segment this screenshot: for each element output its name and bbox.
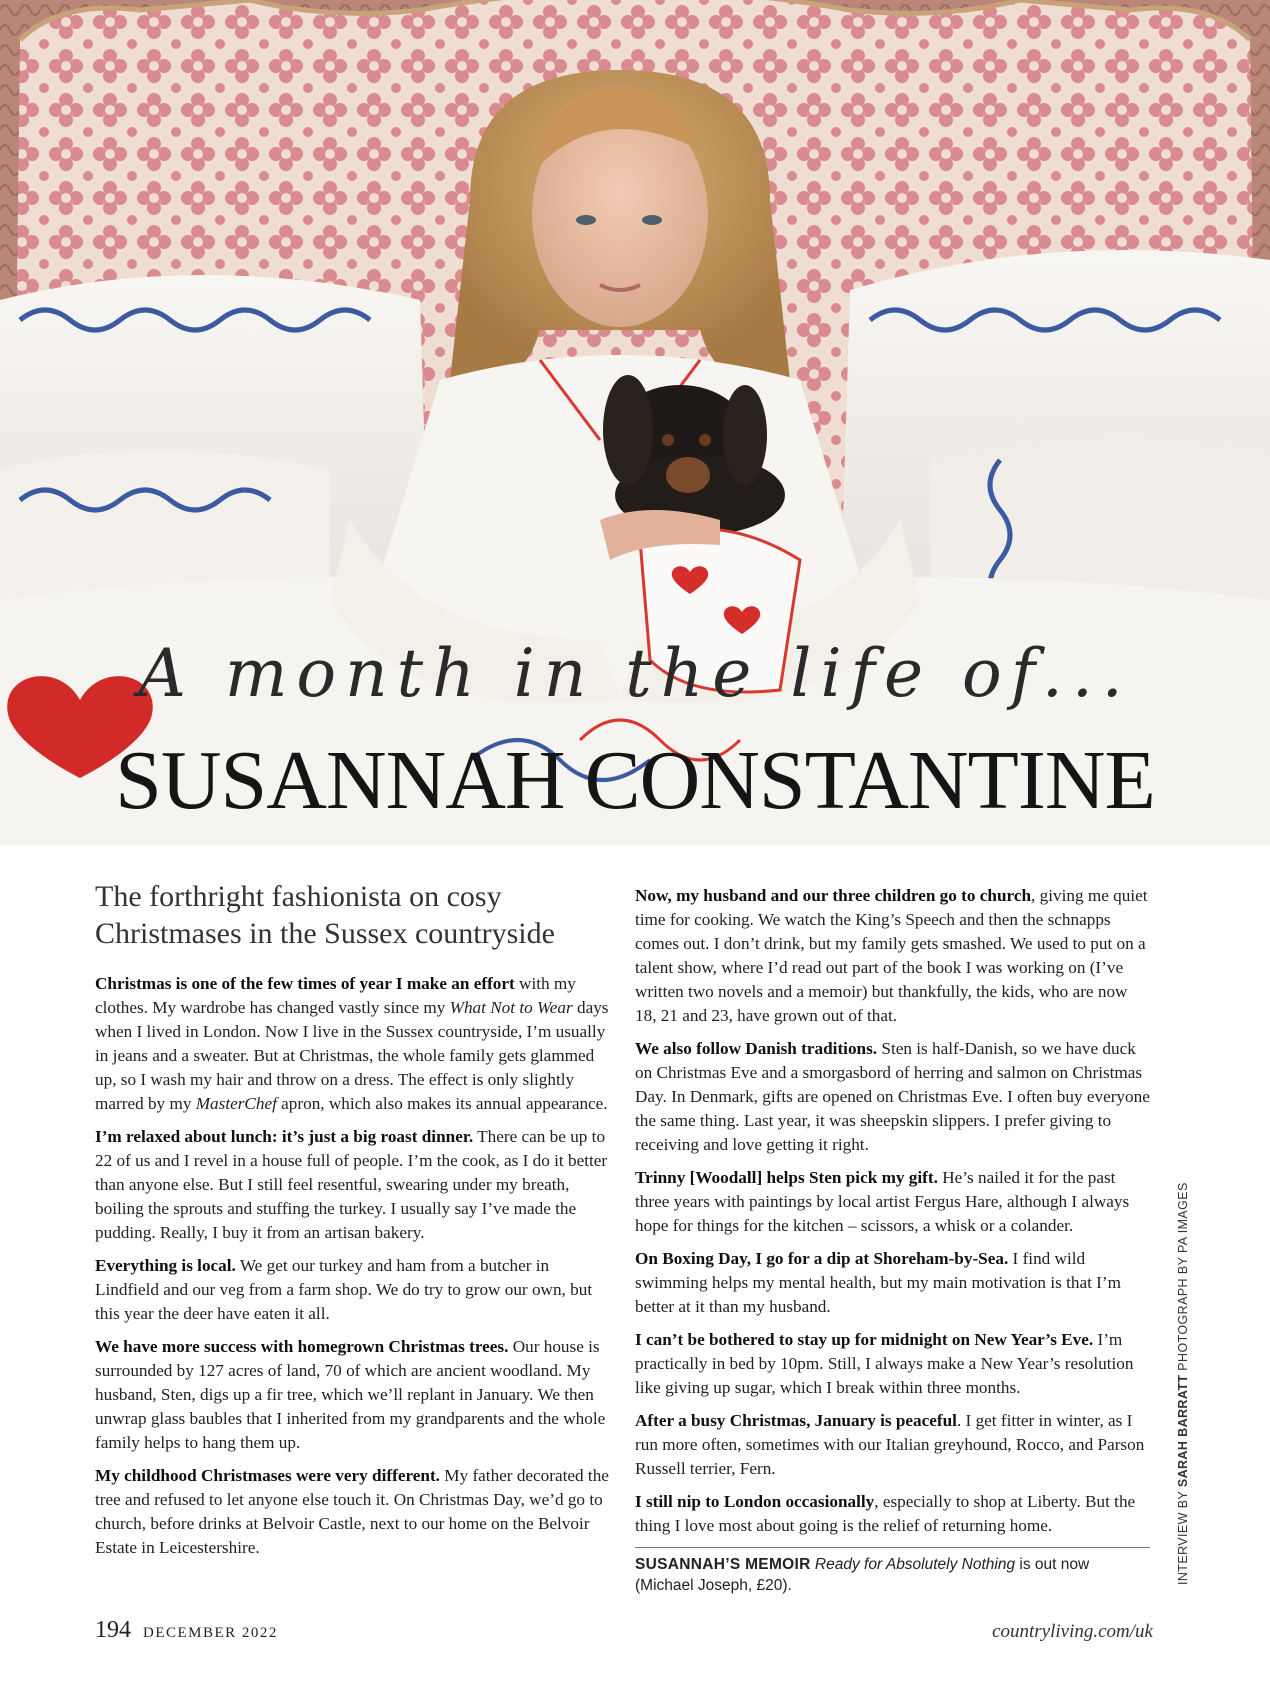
issue-date: DECEMBER 2022 <box>143 1625 278 1641</box>
paragraph-text: We get our turkey and ham from a butcher in Lindfield and our veg from a farm shop. We do try to grow our own, but this year the deer have eaten it all. <box>95 1256 593 1323</box>
credit-interviewer: SARAH BARRATT <box>1176 1374 1190 1488</box>
paragraph-text: There can be up to 22 of us and I revel in a house full of people. I’m the cook, as I do it better than anyone else. But I still feel resentful, swearing under my breath, boiling the sprouts and stuffing the turkey. I usually say I’ve made the pudding. Really, I buy it from an artisan bakery. <box>95 1127 608 1242</box>
paragraph-lead: I’m relaxed about lunch: it’s just a big roast dinner. <box>95 1127 474 1146</box>
paragraph-text: , especially to shop at Liberty. But the thing I love most about going is the relief of returning home. <box>635 1492 1136 1535</box>
standfirst: The forthright fashionista on cosy Christmases in the Sussex countryside <box>95 880 555 950</box>
paragraph <box>635 1166 1150 1238</box>
paragraph-lead: I still nip to London occasionally <box>635 1492 875 1511</box>
paragraph-lead: We also follow Danish traditions. <box>635 1039 878 1058</box>
paragraph <box>95 972 610 1116</box>
memoir-title: Ready for Absolutely Nothing <box>814 1556 1016 1573</box>
photo-credit <box>1176 1182 1190 1585</box>
divider <box>635 1547 1150 1548</box>
paragraph-text: Our house is surrounded by 127 acres of land, 70 of which are ancient woodland. My husband, Sten, digs up a fir tree, which we’ll replant in January. We then unwrap glass baubles that I inherited from my grandparents and the whole family helps to hang them up. <box>95 1337 606 1452</box>
paragraph-lead: Trinny [Woodall] helps Sten pick my gift. <box>635 1168 938 1187</box>
paragraph-text: , giving me quiet time for cooking. We watch the King’s Speech and then the schnapps comes out. I don’t drink, but my family gets smashed. We used to put on a talent show, where I’d read out part of the book I was working on (I’ve written two novels and a memoir) but thankfully, the kids, who are now 18, 21 and 23, have grown out of that. <box>635 886 1148 1025</box>
paragraph <box>635 1247 1150 1319</box>
paragraph <box>635 884 1150 1028</box>
paragraph-lead: Everything is local. <box>95 1256 236 1275</box>
paragraph-text: He’s nailed it for the past three years with paintings by local artist Fergus Hare, although I always hope for things for the kitchen – scissors, a whisk or a colander. <box>635 1168 1130 1235</box>
paragraph <box>95 1125 610 1245</box>
right-column <box>635 884 1150 1596</box>
left-column <box>95 878 610 1569</box>
paragraph-lead: Christmas is one of the few times of year I make an effort <box>95 974 515 993</box>
paragraph-text: with my clothes. My wardrobe has changed vastly since my <box>95 974 576 1017</box>
paragraph-text: I find wild swimming helps my mental health, but my main motivation is that I’m better at it than my husband. <box>635 1249 1121 1316</box>
paragraph <box>635 1037 1150 1157</box>
paragraph <box>95 1254 610 1326</box>
paragraph <box>635 1490 1150 1538</box>
paragraph-text: Sten is half-Danish, so we have duck on Christmas Eve and a smorgasbord of herring and salmon on Christmas Day. In Denmark, gifts are opened on Christmas Eve. I often buy everyone the same thing. Last year, it was sheepskin slippers. I prefer giving to receiving and love getting it right. <box>635 1039 1150 1154</box>
paragraph-text: . I get fitter in winter, as I run more often, sometimes with our Italian greyhound, Rocco, and Parson Russell terrier, Fern. <box>635 1411 1145 1478</box>
credit-photographer: PHOTOGRAPH BY PA IMAGES <box>1176 1182 1190 1375</box>
paragraph-text: apron, which also makes its annual appearance. <box>276 1094 608 1113</box>
memoir-label: SUSANNAH’S MEMOIR <box>635 1556 811 1573</box>
paragraph <box>95 1335 610 1455</box>
main-title: SUSANNAH CONSTANTINE <box>115 734 1155 827</box>
memoir-note <box>635 1554 1150 1596</box>
paragraph-italic: MasterChef <box>195 1094 277 1113</box>
paragraph-text: I’m practically in bed by 10pm. Still, I always make a New Year’s resolution like giving up sugar, which I break within three months. <box>635 1330 1134 1397</box>
paragraph-text: My father decorated the tree and refused to let anyone else touch it. On Christmas Day, we’d go to church, before drinks at Belvoir Castle, next to our home on the Belvoir Estate in Leicestershire. <box>95 1466 609 1557</box>
paragraph-lead: After a busy Christmas, January is peaceful <box>635 1411 957 1430</box>
paragraph-italic: What Not to Wear <box>449 998 573 1017</box>
paragraph <box>95 1464 610 1560</box>
paragraph-lead: On Boxing Day, I go for a dip at Shoreham-by-Sea. <box>635 1249 1009 1268</box>
website-link[interactable]: countryliving.com/uk <box>992 1621 1153 1642</box>
paragraph <box>635 1328 1150 1400</box>
paragraph-text: days when I lived in London. Now I live in the Sussex countryside, I’m usually in jeans and a sweater. But at Christmas, the whole family gets glammed up, so I wash my hair and throw on a dress. The effect is only slightly marred by my <box>95 998 609 1113</box>
page-number: 194 <box>95 1617 131 1643</box>
page-footer <box>95 1617 278 1644</box>
paragraph-lead: Now, my husband and our three children go to church <box>635 886 1032 905</box>
paragraph-lead: We have more success with homegrown Christmas trees. <box>95 1337 509 1356</box>
memoir-details: is out now (Michael Joseph, £20). <box>635 1556 1090 1594</box>
script-title: A month in the life of... <box>138 635 1132 712</box>
credit-prefix: INTERVIEW BY <box>1176 1487 1190 1585</box>
paragraph-lead: I can’t be bothered to stay up for midnight on New Year’s Eve. <box>635 1330 1094 1349</box>
paragraph-lead: My childhood Christmases were very different. <box>95 1466 440 1485</box>
paragraph <box>635 1409 1150 1481</box>
